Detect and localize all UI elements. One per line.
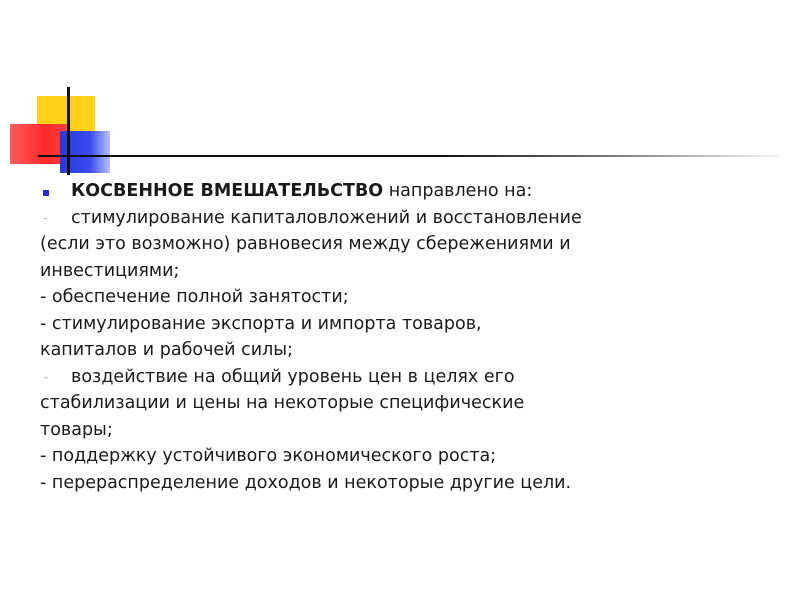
list-item — [40, 443, 780, 470]
dash-bullet: - — [44, 213, 48, 224]
list-item — [40, 470, 780, 497]
heading-bold-text: КОСВЕННОЕ ВМЕШАТЕЛЬСТВО — [71, 181, 384, 201]
list-item-continuation — [40, 231, 780, 258]
list-item-continuation — [40, 390, 780, 417]
list-item-text: - стимулирование экспорта и импорта товаров, — [40, 313, 482, 334]
list-item-continuation — [40, 417, 780, 444]
dash-bullet: - — [44, 372, 48, 383]
list-item-text: стимулирование капиталовложений и восстановление — [71, 207, 582, 228]
list-item-text: капиталов и рабочей силы; — [40, 340, 293, 360]
list-item-continuation — [40, 337, 780, 364]
list-item-text: инвестициями; — [40, 260, 180, 281]
list-item-text: воздействие на общий уровень цен в целях его — [71, 366, 515, 387]
list-item-text: стабилизации и цены на некоторые специфические — [40, 393, 525, 413]
list-item-text: товары; — [40, 419, 113, 440]
decor-horizontal-rule — [38, 155, 778, 157]
list-item — [40, 284, 780, 311]
decor-vertical-line — [67, 87, 70, 175]
square-bullet-icon — [43, 190, 49, 196]
list-item — [40, 205, 780, 232]
list-item — [40, 311, 780, 338]
list-item — [40, 364, 780, 391]
slide-body — [40, 178, 780, 496]
list-item-continuation — [40, 258, 780, 285]
list-item-text: - перераспределение доходов и некоторые другие цели. — [40, 472, 572, 493]
list-item-text: - поддержку устойчивого экономического роста; — [40, 446, 497, 466]
list-item-text: - обеспечение полной занятости; — [40, 287, 349, 307]
heading-line — [40, 178, 780, 205]
list-item-text: (если это возможно) равновесия между сбережениями и — [40, 234, 571, 254]
heading-rest-text: направлено на: — [383, 181, 533, 201]
